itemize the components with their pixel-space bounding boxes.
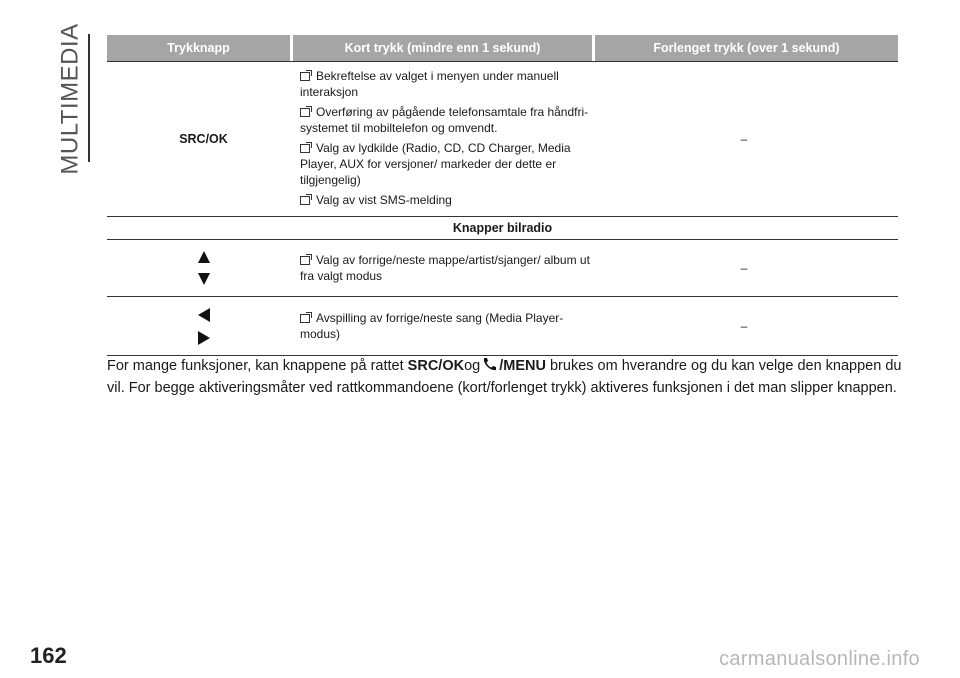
long-press-cell: – bbox=[740, 319, 748, 333]
button-table bbox=[107, 35, 898, 356]
triangle-left-icon bbox=[198, 308, 210, 322]
list-item: Bekreftelse av valget i menyen under manuell interaksjon bbox=[300, 69, 559, 99]
section-label: MULTIMEDIA bbox=[57, 23, 85, 175]
list-item: Avspilling av forrige/neste sang (Media Player- modus) bbox=[300, 311, 564, 341]
section-rule bbox=[88, 34, 90, 162]
list-item: Valg av vist SMS-melding bbox=[300, 192, 590, 208]
triangle-up-icon bbox=[198, 251, 210, 263]
list-item: Valg av lydkilde (Radio, CD, CD Charger, Media Player, AUX for versjoner/ markeder der dette er tilgjengelig) bbox=[300, 141, 571, 187]
key-left-right bbox=[107, 297, 300, 355]
page-number: 162 bbox=[30, 643, 67, 668]
checkbox-bullet-icon bbox=[300, 108, 310, 117]
triangle-right-icon bbox=[198, 331, 210, 345]
key-up-down bbox=[107, 240, 300, 296]
long-press-cell: – bbox=[740, 132, 748, 146]
header-button: Trykknapp bbox=[107, 35, 290, 61]
watermark: carmanualsonline.info bbox=[719, 648, 920, 670]
list-item: Overføring av pågående telefonsamtale fra håndfri-systemet til mobiltelefon og omvendt. bbox=[300, 105, 589, 135]
header-long-press: Forlenget trykk (over 1 sekund) bbox=[595, 35, 898, 61]
short-press-cell bbox=[300, 297, 590, 355]
src-ok-label: SRC/OK bbox=[407, 358, 465, 374]
phone-icon bbox=[482, 357, 497, 378]
menu-label: /MENU bbox=[499, 358, 546, 374]
checkbox-bullet-icon bbox=[300, 72, 310, 81]
section-heading: Knapper bilradio bbox=[107, 217, 898, 240]
checkbox-bullet-icon bbox=[300, 196, 310, 205]
body-paragraph: For mange funksjoner, kan knappene på rattet SRC/OKog /MENU brukes om hverandre og du kan velge den knappen du vil. For begge aktiveringsmåter ved rattkommandoene (kort/forlenget trykk) aktiveres funksjonen i det man slipper knappen. bbox=[107, 358, 902, 396]
checkbox-bullet-icon bbox=[300, 314, 310, 323]
header-short-press: Kort trykk (mindre enn 1 sekund) bbox=[293, 35, 592, 61]
checkbox-bullet-icon bbox=[300, 256, 310, 265]
long-press-cell: – bbox=[740, 261, 748, 275]
table-row bbox=[107, 240, 898, 297]
list-item: Valg av forrige/neste mappe/artist/sjanger/ album ut fra valgt modus bbox=[300, 253, 590, 283]
short-press-cell bbox=[300, 240, 590, 296]
checkbox-bullet-icon bbox=[300, 144, 310, 153]
key-src-ok: SRC/OK bbox=[179, 132, 228, 146]
triangle-down-icon bbox=[198, 273, 210, 285]
table-header bbox=[107, 35, 898, 61]
table-row bbox=[107, 61, 898, 217]
table-row bbox=[107, 297, 898, 356]
short-press-cell bbox=[300, 62, 590, 216]
